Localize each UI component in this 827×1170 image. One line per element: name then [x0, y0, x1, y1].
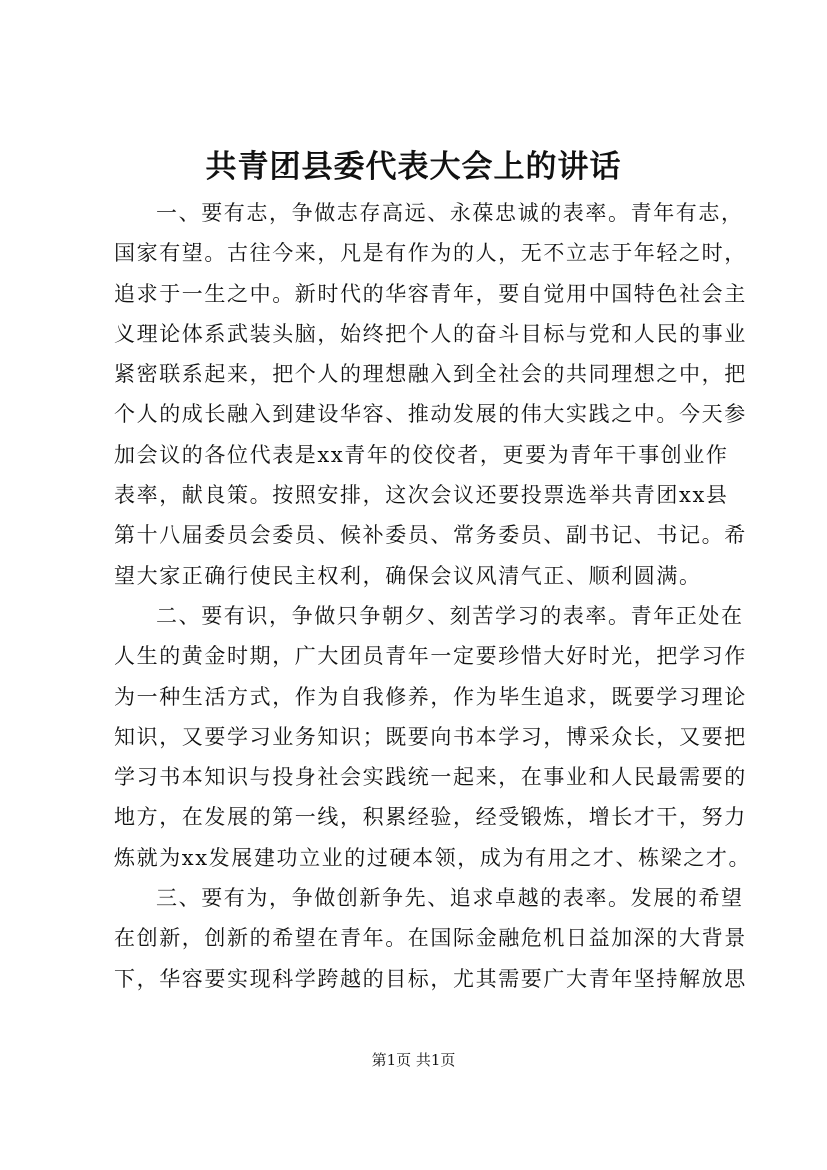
text-line: 表率，献良策。按照安排，这次会议还要投票选举共青团xx县 [114, 483, 729, 508]
text-line: 加会议的各位代表是xx青年的佼佼者，更要为青年干事创业作 [114, 442, 729, 467]
text-line: 二、要有识，争做只争朝夕、刻苦学习的表率。青年正处在 [156, 603, 744, 628]
text-line: 三、要有为，争做创新争先、追求卓越的表率。发展的希望 [156, 886, 744, 911]
document-title: 共青团县委代表大会上的讲话 [205, 149, 622, 185]
text-line: 义理论体系武装头脑，始终把个人的奋斗目标与党和人民的事业 [114, 321, 747, 346]
text-line: 地方，在发展的第一线，积累经验，经受锻炼，增长才干，努力 [114, 805, 747, 830]
text-line: 下，华容要实现科学跨越的目标，尤其需要广大青年坚持解放思 [114, 966, 747, 991]
paragraph-1 [114, 193, 747, 596]
text-line: 第十八届委员会委员、候补委员、常务委员、副书记、书记。希 [114, 523, 747, 548]
text-line: 紧密联系起来，把个人的理想融入到全社会的共同理想之中，把 [114, 362, 747, 387]
text-line: 炼就为xx发展建功立业的过硬本领，成为有用之才、栋梁之才。 [114, 845, 752, 870]
text-line: 知识，又要学习业务知识；既要向书本学习，博采众长，又要把 [114, 724, 747, 749]
text-line: 人生的黄金时期，广大团员青年一定要珍惜大好时光，把学习作 [114, 644, 747, 669]
page-footer: 第1页 共1页 [371, 1051, 456, 1069]
text-line: 学习书本知识与投身社会实践统一起来，在事业和人民最需要的 [114, 765, 747, 790]
text-line: 在创新，创新的希望在青年。在国际金融危机日益加深的大背景 [114, 926, 747, 951]
text-line: 国家有望。古往今来，凡是有作为的人，无不立志于年轻之时， [114, 241, 747, 266]
text-line: 追求于一生之中。新时代的华容青年，要自觉用中国特色社会主 [114, 281, 747, 306]
paragraph-2 [114, 596, 752, 878]
text-line: 个人的成长融入到建设华容、推动发展的伟大实践之中。今天参 [114, 402, 747, 427]
text-line: 望大家正确行使民主权利，确保会议风清气正、顺利圆满。 [114, 563, 702, 588]
text-line: 一、要有志，争做志存高远、永葆忠诚的表率。青年有志， [156, 201, 744, 225]
text-line: 为一种生活方式，作为自我修养，作为毕生追求，既要学习理论 [114, 684, 747, 709]
document-body [114, 193, 752, 999]
paragraph-3 [114, 878, 747, 999]
